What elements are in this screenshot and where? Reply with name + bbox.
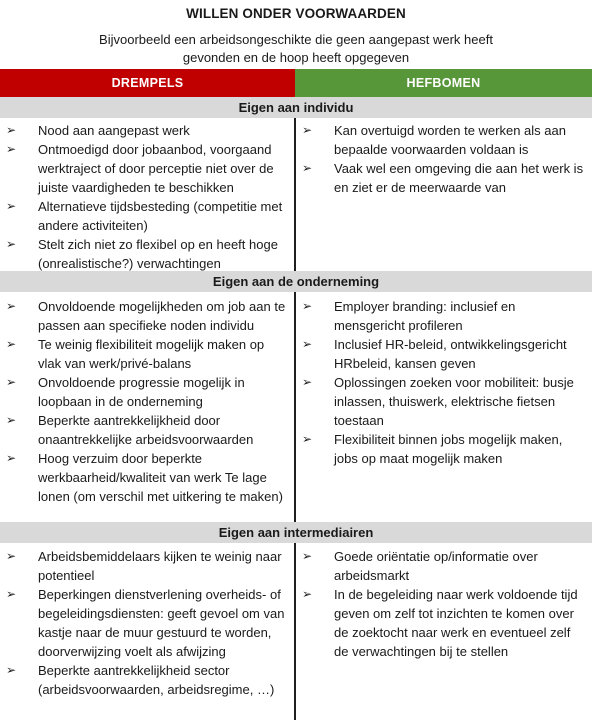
list-item [0,585,290,661]
arrowhead-bullet-icon: ➢ [6,199,17,213]
list-item-text: Vaak wel een omgeving die aan het werk is en ziet er de meerwaarde van [334,161,584,195]
arrowhead-bullet-icon: ➢ [6,413,17,427]
arrowhead-bullet-icon: ➢ [6,549,17,563]
list-item [0,449,290,506]
arrowhead-bullet-icon: ➢ [302,375,313,389]
list-item-text: Arbeidsbemiddelaars kijken te weinig naar potentieel [38,549,282,583]
list-item-text: Flexibiliteit binnen jobs mogelijk maken, jobs op maat mogelijk maken [334,432,563,466]
arrowhead-bullet-icon: ➢ [6,337,17,351]
document-subtitle [0,31,592,67]
drempels-list-onderneming [0,297,290,506]
arrowhead-bullet-icon: ➢ [6,663,17,677]
list-item [0,373,290,411]
list-item [296,297,588,335]
list-item-text: In de begeleiding naar werk voldoende tijd geven om zelf tot inzichten te komen over de zoektocht naar werk en eventueel zelf de verwachtingen bij te stellen [334,587,578,659]
list-item-text: Hoog verzuim door beperkte werkbaarheid/kwaliteit van werk Te lage lonen (om verschil met uitkering te maken) [38,451,283,504]
list-item [296,121,588,159]
subtitle-line-1: Bijvoorbeeld een arbeidsongeschikte die geen aangepast werk heeft [99,32,493,47]
hefbomen-header: HEFBOMEN [295,69,592,97]
arrowhead-bullet-icon: ➢ [6,451,17,465]
hefbomen-list-onderneming [296,297,588,468]
arrowhead-bullet-icon: ➢ [302,123,313,137]
subtitle-line-2: gevonden en de hoop heeft opgegeven [182,50,410,65]
list-item [0,297,290,335]
arrowhead-bullet-icon: ➢ [6,299,17,313]
hefbomen-list-individu [296,121,588,197]
document-title: WILLEN ONDER VOORWAARDEN [186,6,406,21]
arrowhead-bullet-icon: ➢ [6,123,17,137]
drempels-list-intermediairen [0,547,290,699]
list-item-text: Oplossingen zoeken voor mobiliteit: busje inlassen, thuiswerk, elektrische fietsen toestaan [334,375,574,428]
arrowhead-bullet-icon: ➢ [302,549,313,563]
list-item [296,159,588,197]
list-item [0,661,290,699]
drempels-list-individu [0,121,290,273]
list-item-text: Beperkte aantrekkelijkheid door onaantrekkelijke arbeidsvoorwaarden [38,413,254,447]
arrowhead-bullet-icon: ➢ [302,337,313,351]
section-heading-onderneming: Eigen aan de onderneming [0,271,592,292]
list-item [0,411,290,449]
list-item-text: Beperkte aantrekkelijkheid sector (arbeidsvoorwaarden, arbeidsregime, …) [38,663,275,697]
column-header-row [0,69,592,97]
arrowhead-bullet-icon: ➢ [6,587,17,601]
section-heading-individu: Eigen aan individu [0,97,592,118]
arrowhead-bullet-icon: ➢ [302,161,313,175]
hefbomen-list-intermediairen [296,547,588,661]
list-item-text: Inclusief HR-beleid, ontwikkelingsgericht HRbeleid, kansen geven [334,337,567,371]
list-item-text: Goede oriëntatie op/informatie over arbeidsmarkt [334,549,538,583]
list-item-text: Employer branding: inclusief en mensgericht profileren [334,299,516,333]
arrowhead-bullet-icon: ➢ [302,299,313,313]
list-item [296,585,588,661]
list-item [0,121,290,140]
arrowhead-bullet-icon: ➢ [6,237,17,251]
list-item [0,235,290,273]
list-item [0,547,290,585]
list-item-text: Beperkingen dienstverlening overheids- of begeleidingsdiensten: geeft gevoel om van kastje naar de muur gestuurd te worden, doorverwijzing voelt als afwijzing [38,587,285,659]
list-item [0,197,290,235]
list-item [296,430,588,468]
arrowhead-bullet-icon: ➢ [302,587,313,601]
arrowhead-bullet-icon: ➢ [6,375,17,389]
list-item-text: Alternatieve tijdsbesteding (competitie met andere activiteiten) [38,199,283,233]
list-item-text: Kan overtuigd worden te werken als aan bepaalde voorwaarden voldaan is [334,123,566,157]
drempels-header: DREMPELS [0,69,295,97]
list-item [0,140,290,197]
list-item [0,335,290,373]
list-item-text: Onvoldoende mogelijkheden om job aan te passen aan specifieke noden individu [38,299,286,333]
list-item-text: Onvoldoende progressie mogelijk in loopbaan in de onderneming [38,375,245,409]
list-item-text: Ontmoedigd door jobaanbod, voorgaand werktraject of door perceptie niet over de juiste vaardigheden te beschikken [38,142,274,195]
list-item [296,547,588,585]
arrowhead-bullet-icon: ➢ [6,142,17,156]
list-item [296,373,588,430]
list-item [296,335,588,373]
list-item-text: Nood aan aangepast werk [38,123,190,138]
list-item-text: Te weinig flexibiliteit mogelijk maken op vlak van werk/privé-balans [38,337,265,371]
arrowhead-bullet-icon: ➢ [302,432,313,446]
section-heading-intermediairen: Eigen aan intermediairen [0,522,592,543]
list-item-text: Stelt zich niet zo flexibel op en heeft hoge (onrealistische?) verwachtingen [38,237,278,271]
